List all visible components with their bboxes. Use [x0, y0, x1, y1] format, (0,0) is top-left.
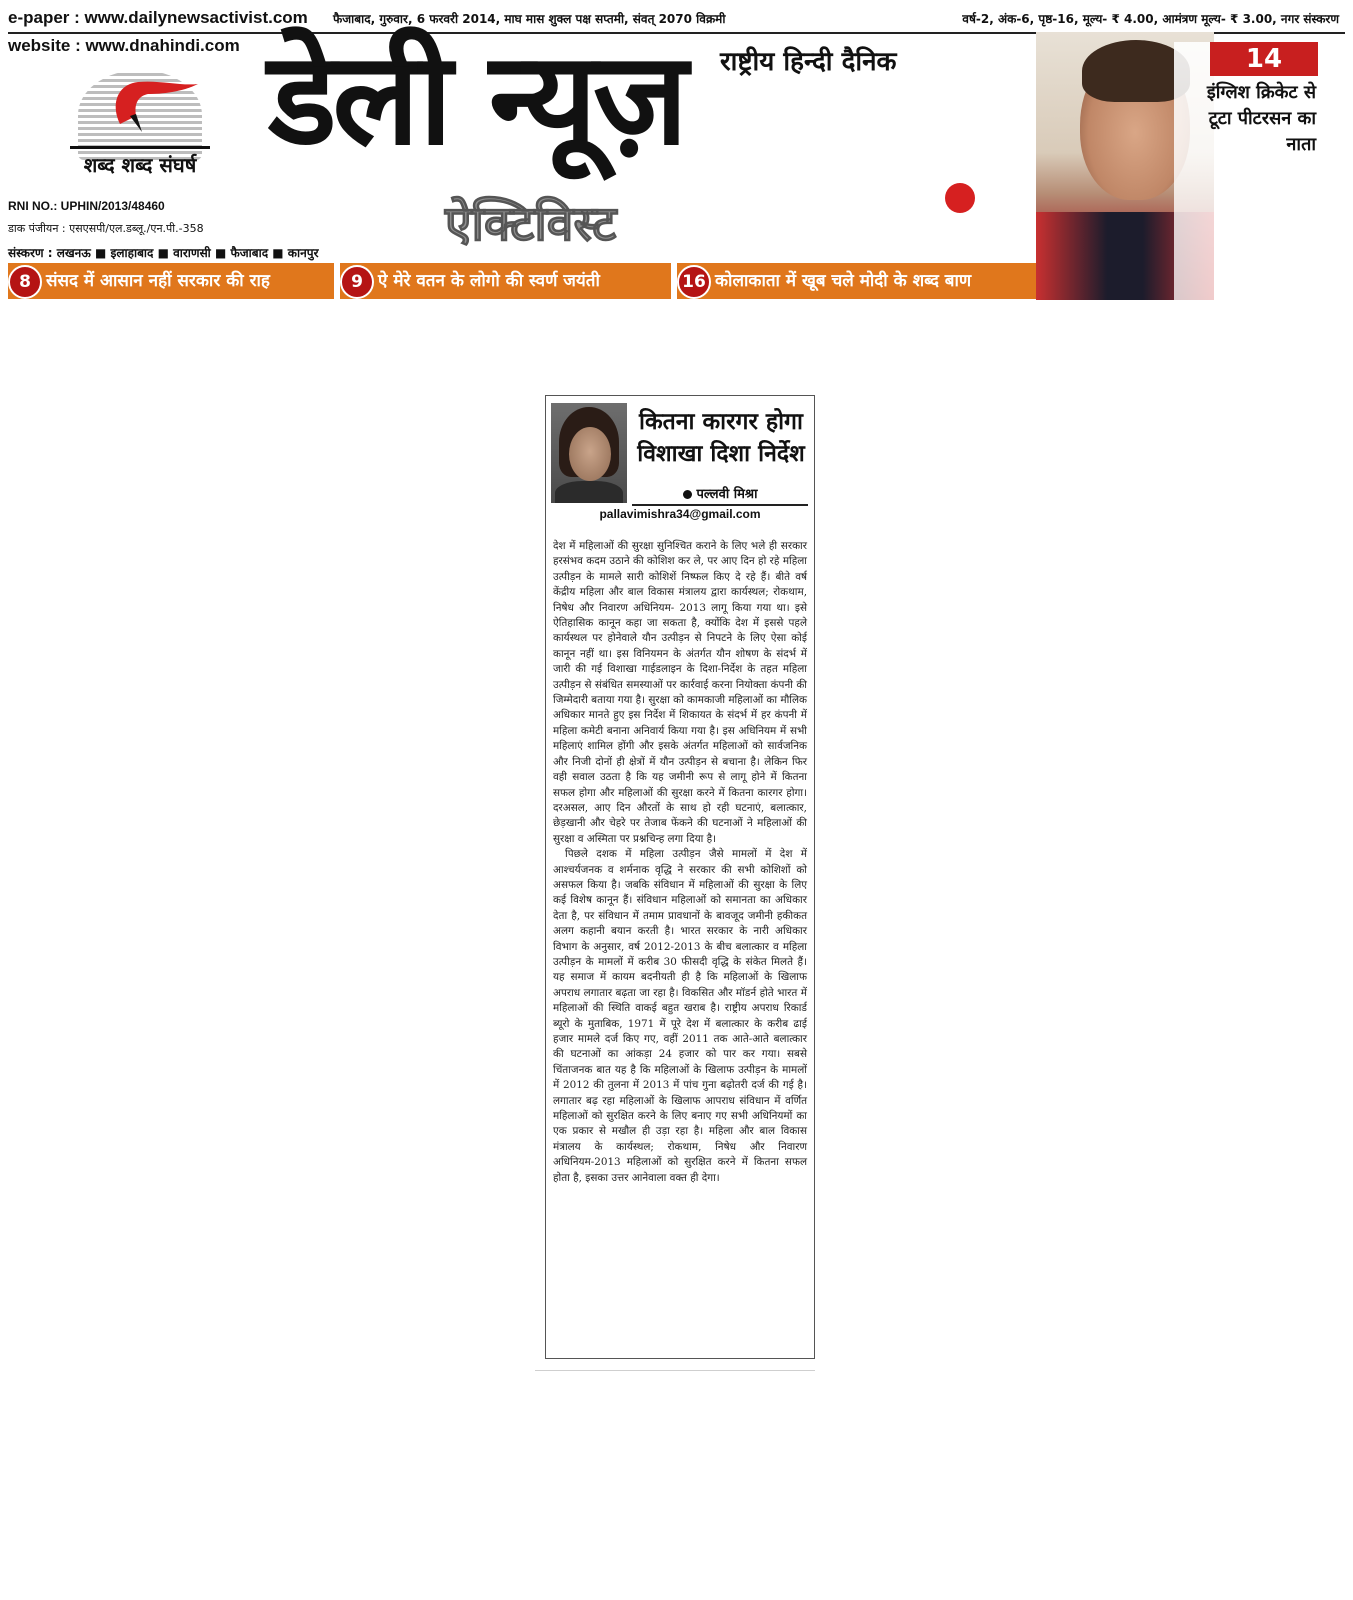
teaser-strip[interactable]	[8, 263, 334, 299]
issue-info: वर्ष-2, अंक-6, पृष्ठ-16, मूल्य- ₹ 4.00, आमंत्रण मूल्य- ₹ 3.00, नगर संस्करण	[962, 12, 1339, 26]
teaser-text: संसद में आसान नहीं सरकार की राह	[46, 271, 270, 291]
editions-list: संस्करण : लखनऊ ■ इलाहाबाद ■ वाराणसी ■ फैजाबाद ■ कानपुर	[8, 246, 319, 260]
epaper-url[interactable]: e-paper : www.dailynewsactivist.com	[8, 8, 308, 27]
teaser-strip[interactable]	[340, 263, 671, 299]
pen-nib-icon	[90, 74, 200, 134]
teaser-page-badge: 16	[677, 265, 711, 299]
logo-slogan: शब्द शब्द संघर्ष	[70, 146, 210, 178]
article-paragraph: देश में महिलाओं की सुरक्षा सुनिश्चित कराने के लिए भले ही सरकार हरसंभव कदम उठाने की कोशिश कर ले, पर आए दिन हो रहे महिला उत्पीड़न के मामले सारी कोशिशें निष्फल किए दे रहे हैं। बीते वर्ष केंद्रीय महिला और बाल विकास मंत्रालय द्वारा कार्यस्थल; रोकथाम, निषेध और निवारण अधिनियम- 2013 लागू किया गया था। इसे ऐतिहासिक कानून कहा जा सकता है, क्योंकि देश में इससे पहले कार्यस्थल पर होनेवाले यौन उत्पीड़न से निपटने के लिए ऐसा कोई कानून नहीं था। इस विनियमन के अंतर्गत यौन शोषण के संदर्भ में जारी की गई विशाखा गाईडलाइन के दिशा-निर्देश के तहत महिला उत्पीड़न से संबंधित समस्याओं पर कार्रवाई करना नियोक्ता कंपनी की जिम्मेदारी बताया गया है। सुरक्षा को कामकाजी महिलाओं का मौलिक अधिकार मानते हुए इस निर्देश में शिकायत के संदर्भ में हर कंपनी में महिला कमेटी बनाना अनिवार्य किया गया है। इस अधिनियम में सभी महिलाएं शामिल होंगी और इसके अंतर्गत महिलाओं को सार्वजनिक और निजी दोनों ही क्षेत्रों में यौन उत्पीड़न से बचाना है। लेकिन फिर वही सवाल उठता है कि यह जमीनी रूप से लागू होने में कितना सफल होगा और महिलाओं की सुरक्षा करने में कितना कारगर होगा। दरअसल, आए दिन औरतों के साथ हो रही घटनाएं, बलात्कार, छेड़खानी और चेहरे पर तेजाब फेंकने की घटनाओं ने महिलाओं की सुरक्षा व अस्मिता पर प्रश्नचिन्ह लगा दिया है।	[553, 540, 807, 845]
article-column	[545, 395, 815, 1359]
author-email[interactable]: pallavimishra34@gmail.com	[599, 507, 761, 521]
bullet-icon	[683, 490, 692, 499]
rni-number: RNI NO.: UPHIN/2013/48460	[8, 199, 165, 213]
promo-headline[interactable]: इंग्लिश क्रिकेट से टूटा पीटरसन का नाता	[1206, 82, 1316, 155]
teaser-page-badge: 8	[8, 265, 42, 299]
tagline: राष्ट्रीय हिन्दी दैनिक	[720, 47, 897, 77]
teaser-strip[interactable]	[677, 263, 1036, 299]
article-byline	[632, 484, 808, 506]
publication-logo	[70, 66, 210, 186]
masthead-red-dot	[945, 183, 975, 213]
promo-page-number: 14	[1210, 42, 1318, 76]
postal-registration: डाक पंजीयन : एसएसपी/एल.डब्लू./एन.पी.-358	[8, 222, 204, 235]
teaser-text: ऐ मेरे वतन के लोगो की स्वर्ण जयंती	[378, 271, 600, 291]
masthead-title: डेली न्यूज़	[268, 25, 684, 174]
article-paragraph: पिछले दशक में महिला उत्पीड़न जैसे मामलों में देश में आश्चर्यजनक व शर्मनाक वृद्धि ने सरकार की सभी कोशिशों को असफल किया है। जबकि संविधान में महिलाओं की सुरक्षा के लिए कई विशेष कानून हैं। संविधान महिलाओं को समानता का अधिकार देता है, पर संविधान में तमाम प्रावधानों के बावजूद जमीनी हकीकत अलग कहानी बयान करती है। भारत सरकार के नारी अधिकार विभाग के अनुसार, वर्ष 2012-2013 के बीच बलात्कार व महिला उत्पीड़न के मामलों में करीब 30 फीसदी वृद्धि के संकेत मिलते हैं। यह समाज में कायम बदनीयती ही है कि महिलाओं के खिलाफ अपराध लगातार बढ़ता जा रहा है। विकसित और मॉडर्न होते भारत में महिलाओं की स्थिति वाकई बहुत खराब है। राष्ट्रीय अपराध रिकार्ड ब्यूरो के मुताबिक, 1971 में पूरे देश में बलात्कार के करीब ढाई हजार मामले दर्ज किए गए, वहीं 2011 तक आते-आते बलात्कार की घटनाओं का आंकड़ा 24 हजार को पार कर गया। सबसे चिंताजनक बात यह है कि महिलाओं के खिलाफ उत्पीड़न के मामलों में 2012 की तुलना में 2013 में पांच गुना बढ़ोतरी दर्ज की गई है। लगातार बढ़ रहा महिलाओं के खिलाफ आपराध संविधान में वर्णित महिलाओं को सुरक्षित करने के लिए बनाए गए सभी अधिनियमों का एक प्रकार से मखौल ही उड़ा रहा है। महिला और बाल विकास मंत्रालय के कार्यस्थल; रोकथाम, निषेध और निवारण अधिनियम-2013 महिलाओं को सुरक्षित करने में कितना सफल होता है, इसका उत्तर आनेवाला वक्त ही देगा।	[553, 848, 807, 1184]
dateline: फैजाबाद, गुरुवार, 6 फरवरी 2014, माघ मास शुक्ल पक्ष सप्तमी, संवत् 2070 विक्रमी	[333, 12, 726, 26]
author-name: पल्लवी मिश्रा	[696, 487, 758, 502]
masthead-subtitle: ऐक्टिविस्ट	[445, 196, 617, 252]
website-url[interactable]: website : www.dnahindi.com	[8, 36, 240, 55]
teaser-page-badge: 9	[340, 265, 374, 299]
article-headline: कितना कारगर होगा विशाखा दिशा निर्देश	[637, 409, 805, 467]
teaser-text: कोलाकाता में खूब चले मोदी के शब्द बाण	[715, 271, 972, 291]
author-photo	[551, 403, 627, 503]
divider	[535, 1370, 815, 1371]
article-body	[553, 539, 807, 1186]
